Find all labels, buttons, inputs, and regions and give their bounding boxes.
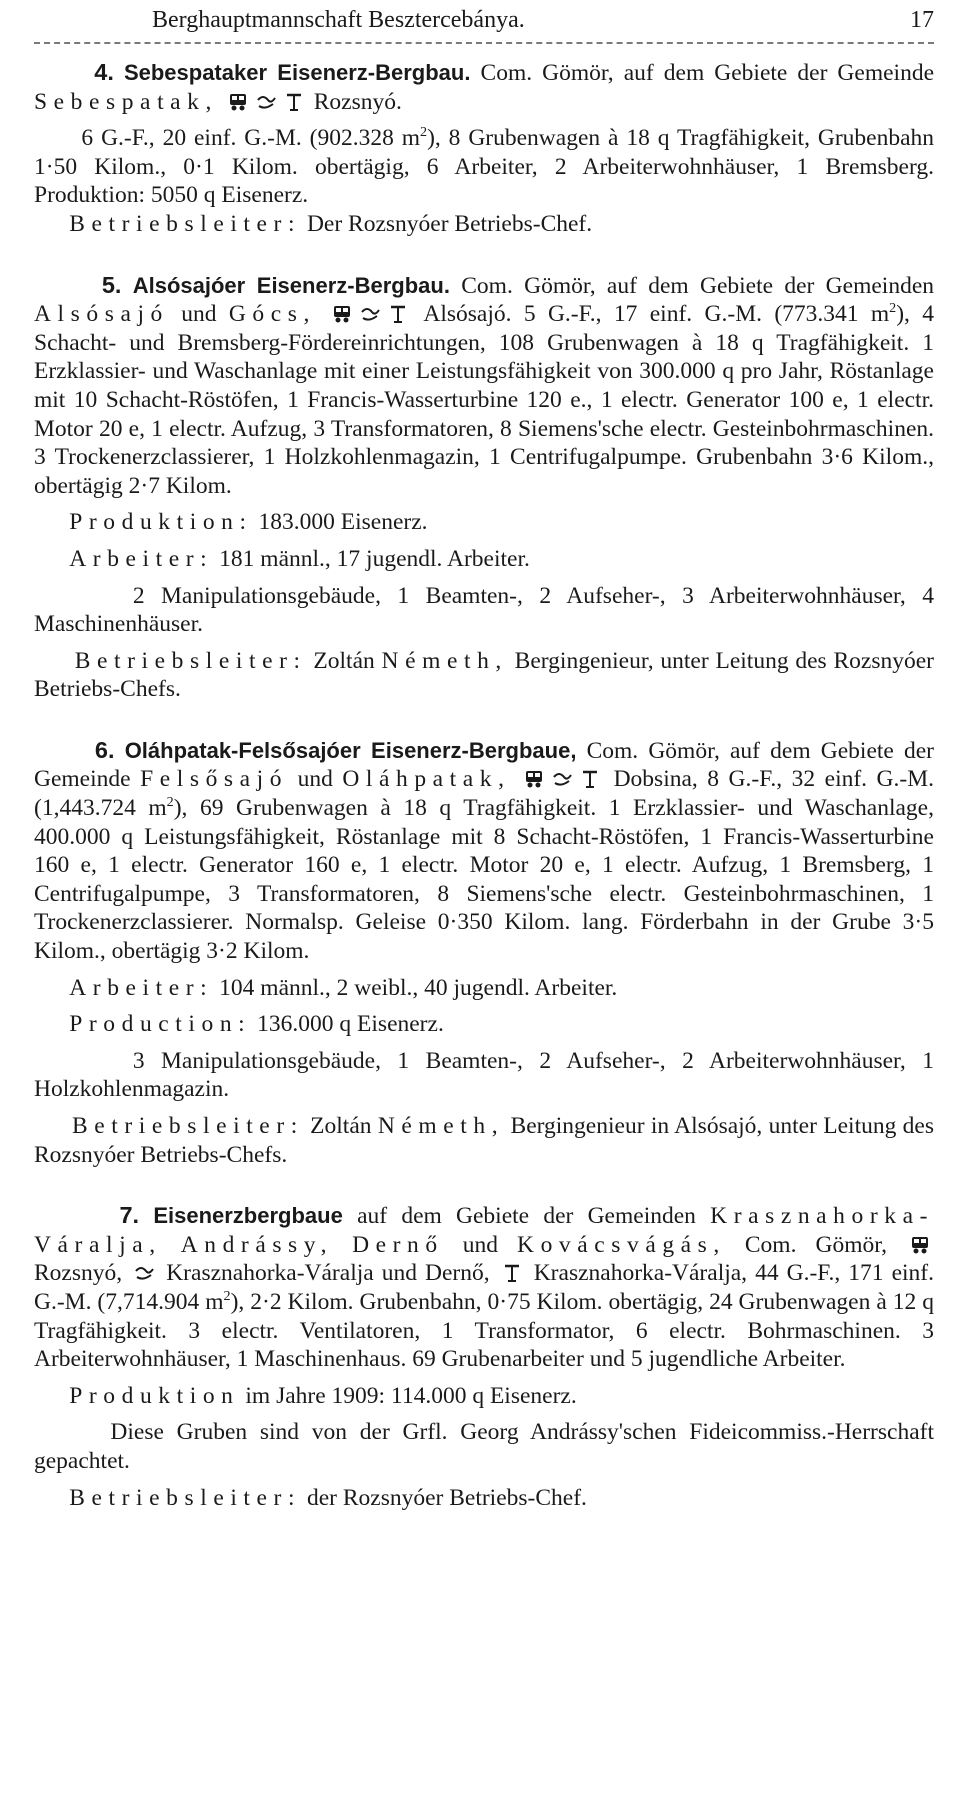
spacer (34, 239, 934, 271)
entry-4-sup: 2 (420, 124, 428, 141)
entry-6-und: und (288, 766, 343, 793)
entry-5-leader (34, 647, 934, 704)
entry-7-rail-place: Rozsnyó, (34, 1260, 131, 1287)
entry-6-place-2: Oláhpatak, (342, 766, 511, 793)
page-header (34, 0, 934, 40)
spacer (34, 704, 934, 736)
entry-6-production-label: Production: (69, 1011, 252, 1038)
entry-7-production-label: Produktion (69, 1382, 240, 1409)
entry-6-place-1: Felsősajó (140, 766, 289, 793)
spacer (34, 1104, 934, 1112)
entry-7-und: und (443, 1231, 518, 1258)
entry-4-details-b: ), 8 Grubenwagen à 18 q Tragfähigkeit, Grubenbahn 1·50 Kilom., 0·1 Kilom. obertägig, 6 Arbeiter, 2 Arbeiterwohnhäuser, 1 Bremsberg. Produktion: 5050 q Eisenerz. (34, 125, 934, 209)
spacer (34, 1169, 934, 1201)
railway-station-icon (523, 769, 545, 789)
railway-station-icon (331, 304, 353, 324)
entry-7-sup: 2 (223, 1288, 231, 1305)
entry-5-sup: 2 (889, 300, 897, 317)
entry-7-place-4: Kovácsvágás, (517, 1231, 726, 1258)
entry-5-workers (34, 545, 934, 574)
spacer (34, 116, 934, 124)
spacer (34, 574, 934, 582)
entry-5-workers-text: 181 männl., 17 jugendl. Arbeiter. (213, 545, 530, 572)
entry-7-title: Eisenerzbergbaue (153, 1203, 343, 1229)
entry-7-production-text: im Jahre 1909: 114.000 q Eisenerz. (239, 1382, 577, 1409)
header-rule (34, 42, 934, 44)
post-office-icon (551, 769, 573, 789)
entry-7-intro (34, 1201, 934, 1374)
entry-7-post-place: Krasznahorka-Váralja und Dernő, (158, 1260, 498, 1287)
entry-6-leader-text-1: Zoltán (303, 1113, 378, 1139)
entry-5-leader-text-2: Bergingenieur, unter Leitung des Rozsnyóer Betriebs-Chefs. (34, 647, 934, 703)
entry-5-production-label: Produktion: (69, 509, 253, 536)
entry-5-leader-label: Betriebsleiter: (74, 647, 307, 674)
telegraph-icon (387, 304, 409, 324)
entry-7-lease (34, 1418, 934, 1475)
entry-7-leader-label: Betriebsleiter: (69, 1484, 302, 1511)
entry-5-number: 5. (101, 271, 122, 298)
entry-5-intro (34, 271, 934, 501)
spacer (34, 1002, 934, 1010)
entry-7-details-b: ), 2·2 Kilom. Grubenbahn, 0·75 Kilom. obertägig, 24 Grubenwagen à 12 q Tragfähigkeit. 3 electr. Ventilatoren, 1 Transformator, 6 electr. Bohrmaschinen. 3 Arbeiterwohnhäuser, 1 Maschinenhaus. 69 Grubenarbeiter und 5 jugendliche Arbeiter. (34, 1288, 934, 1373)
entry-7-leader (34, 1484, 934, 1513)
entry-6-leader-label: Betriebsleiter: (72, 1113, 304, 1139)
entry-7-number: 7. (119, 1202, 140, 1229)
entry-4-leader-text: Der Rozsnyóer Betriebs-Chef. (301, 210, 593, 237)
entry-5-place-2: Gócs, (228, 301, 316, 328)
entry-6-sup: 2 (166, 794, 174, 811)
spacer (34, 966, 934, 974)
entry-5-place-1: Alsósajó (34, 301, 169, 328)
entry-4-title: Sebespataker Eisenerz-Bergbau. (123, 60, 471, 85)
page-number: 17 (910, 7, 934, 33)
entry-4-leader (34, 210, 934, 239)
entry-6-workers-text: 104 männl., 2 weibl., 40 jugendl. Arbeiter. (213, 974, 618, 1001)
spacer (34, 1410, 934, 1418)
spacer (34, 1374, 934, 1382)
railway-station-icon (909, 1235, 931, 1255)
entry-7-place-2: Andrássy, (180, 1231, 334, 1258)
entry-5-buildings (34, 582, 934, 639)
running-title: Berghauptmannschaft Besztercebánya. (152, 7, 525, 33)
entry-6-leader-name: Németh, (377, 1113, 505, 1139)
entry-6-text: Com. Gömör, auf dem Gebiete der Gemeinde (34, 737, 934, 793)
entry-6-title: Oláhpatak-Felsősajóer Eisenerz-Bergbaue, (124, 737, 577, 763)
entry-6-buildings (34, 1047, 934, 1104)
spacer (34, 639, 934, 647)
spacer (34, 537, 934, 545)
telegraph-icon (579, 769, 601, 789)
entry-4-leader-label: Betriebsleiter: (69, 210, 302, 237)
entry-6-leader-text-2: Bergingenieur in Alsósajó, unter Leitung des Rozsnyóer Betriebs-Chefs. (34, 1113, 935, 1168)
entry-5-production (34, 508, 934, 537)
entry-7-leader-text: der Rozsnyóer Betriebs-Chef. (301, 1484, 587, 1511)
entry-7-details-a: Krasznahorka-Váralja, 44 G.-F., 171 einf. G.-M. (7,714.904 m (34, 1260, 934, 1315)
entry-5-production-text: 183.000 Eisenerz. (252, 509, 428, 536)
entry-6-production-text: 136.000 q Eisenerz. (251, 1011, 444, 1038)
entry-4-place: Sebespatak, (34, 88, 218, 115)
post-office-icon (133, 1263, 155, 1283)
spacer (34, 500, 934, 508)
telegraph-icon (501, 1263, 523, 1283)
entry-5-leader-text-1: Zoltán (306, 647, 382, 674)
entry-6-workers-label: Arbeiter: (69, 974, 214, 1001)
entry-6-details-a: Dobsina, 8 G.-F., 32 einf. G.-M. (1,443.724 m (34, 766, 934, 822)
telegraph-icon (283, 92, 305, 112)
entry-7-text: auf dem Gebiete der Gemeinden (342, 1203, 711, 1230)
entry-5-details-a: Alsósajó. 5 G.-F., 17 einf. G.-M. (773.341 m (412, 301, 890, 328)
entry-7-production (34, 1382, 934, 1411)
entry-5-und: und (168, 301, 229, 328)
entry-4-details-a: 6 G.-F., 20 einf. G.-M. (902.328 m (81, 125, 421, 152)
entry-7-place-3: Dernő (352, 1231, 444, 1258)
entry-5-title: Alsósajóer Eisenerz-Bergbau. (132, 272, 450, 298)
entry-5-details-b: ), 4 Schacht- und Bremsberg-Fördereinrichtungen, 108 Grubenwagen à 18 q Tragfähigkeit. 1 Erzklassier- und Waschanlage mit einer Leistungsfähigkeit von 300.000 q pro Jahr, Röstanlage mit 10 Schacht-Röstöfen, 1 Francis-Wasserturbine 120 e., 1 electr. Generator 100 e, 1 electr. Motor 20 e, 1 electr. Aufzug, 3 Transformatoren, 8 Siemens'sche electr. Gesteinbohrmaschinen. 3 Trockenerzclassierer, 1 Holzkohlenmagazin, 1 Centrifugalpumpe. Grubenbahn 3·6 Kilom., obertägig 2·7 Kilom. (34, 301, 935, 499)
entry-4-details (34, 124, 934, 210)
entry-7-place-1: Krasznahorka-Váralja, (34, 1203, 934, 1258)
entry-4-intro (34, 58, 934, 116)
entry-6-leader (34, 1112, 934, 1169)
document-body (34, 58, 934, 1512)
entry-4-number: 4. (94, 59, 114, 85)
post-office-icon (255, 92, 277, 112)
entry-4-text: Com. Gömör, auf dem Gebiete der Gemeinde (470, 60, 935, 86)
entry-6-details-b: ), 69 Grubenwagen à 18 q Tragfähigkeit. 1 Erzklassier- und Waschanlage, 400.000 q Leistungsfähigkeit, Röstanlage mit 8 Schacht-Röstöfen, 1 Francis-Wasserturbine 160 e, 1 electr. Generator 160 e, 1 electr. Motor 20 e, 1 electr. Aufzug, 1 Bremsberg, 1 Centrifugalpumpe, 3 Transformatoren, 8 Siemens'sche electr. Gesteinbohrmaschinen, 1 Trockenerzclassierer. Normalsp. Geleise 0·350 Kilom. lang. Förderbahn in der Grube 3·5 Kilom., obertägig 3·2 Kilom. (34, 795, 934, 965)
entry-5-text: Com. Gömör, auf dem Gebiete der Gemeinden (449, 272, 935, 299)
document-page (34, 0, 935, 1511)
entry-5-buildings-text: 2 Manipulationsgebäude, 1 Beamten-, 2 Aufseher-, 3 Arbeiterwohnhäuser, 4 Maschinenhäuser. (34, 582, 935, 638)
railway-station-icon (227, 92, 249, 112)
entry-5-leader-name: Németh, (381, 647, 508, 674)
entry-7-county: Com. Gömör, (725, 1231, 907, 1258)
entry-7-lease-text: Diese Gruben sind von der Grfl. Georg Andrássy'schen Fideicommiss.-Herrschaft gepachtet. (34, 1419, 934, 1474)
entry-6-production (34, 1010, 934, 1039)
entry-4-location: Rozsnyó. (307, 88, 402, 115)
entry-6-number: 6. (94, 736, 115, 763)
entry-6-buildings-text: 3 Manipulationsgebäude, 1 Beamten-, 2 Aufseher-, 2 Arbeiterwohnhäuser, 1 Holzkohlenmagazin. (34, 1047, 935, 1103)
post-office-icon (359, 304, 381, 324)
entry-6-workers (34, 974, 934, 1003)
entry-6-intro (34, 736, 934, 966)
spacer (34, 1039, 934, 1047)
spacer (34, 1476, 934, 1484)
entry-5-workers-label: Arbeiter: (69, 545, 214, 572)
